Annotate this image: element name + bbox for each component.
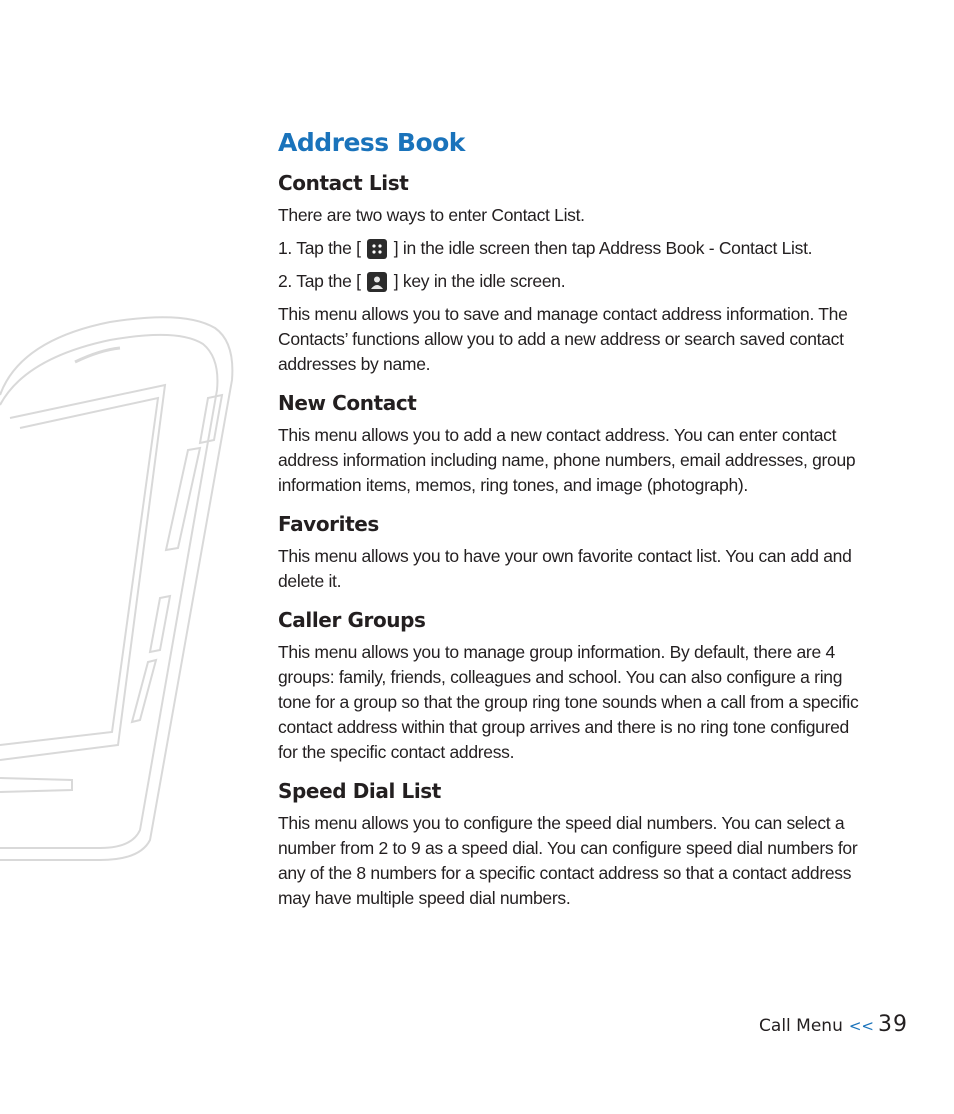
page-title: Address Book [278,128,465,157]
step-2-after: ] key in the idle screen. [393,271,566,291]
step-2 [278,269,868,294]
section-favorites [278,512,868,594]
section-body: This menu allows you to add a new contact address. You can enter contact address information including name, phone numbers, email addresses, group information items, memos, ring tones, and image (photograph). [278,425,856,495]
footer-section-name: Call Menu [759,1016,843,1036]
section-speed-dial-list [278,779,868,911]
page-number: 39 [878,1012,908,1037]
section-heading: Speed Dial List [278,779,441,803]
section-body: This menu allows you to save and manage contact address information. The Contacts’ functions allow you to add a new address or search saved contact addresses by name. [278,304,848,374]
contacts-person-icon [367,272,387,292]
menu-grid-icon [367,239,387,259]
step-2-before: 2. Tap the [ [278,271,361,291]
step-1-before: 1. Tap the [ [278,238,361,258]
section-heading: Contact List [278,171,409,195]
section-caller-groups [278,608,868,765]
section-body: This menu allows you to configure the speed dial numbers. You can select a number from 2 to 9 as a speed dial. You can configure speed dial numbers for any of the 8 numbers for a specific contact address so that a contact address may have multiple speed dial numbers. [278,813,858,908]
section-heading: Favorites [278,512,379,536]
footer-arrows: << [848,1017,874,1035]
section-intro: There are two ways to enter Contact List. [278,205,585,225]
step-1-after: ] in the idle screen then tap Address Book - Contact List. [393,238,813,258]
page-footer [759,1012,908,1037]
phone-outline-illustration [0,300,250,880]
page-content [278,128,868,925]
step-1 [278,236,868,261]
section-new-contact [278,391,868,498]
section-body: This menu allows you to have your own favorite contact list. You can add and delete it. [278,546,852,591]
section-heading: New Contact [278,391,417,415]
section-heading: Caller Groups [278,608,426,632]
section-body: This menu allows you to manage group information. By default, there are 4 groups: family, friends, colleagues and school. You can also configure a ring tone for a group so that the group ring tone sounds when a call from a specific contact address within that group arrives and there is no ring tone configured for the specific contact address. [278,642,859,762]
section-contact-list [278,171,868,377]
